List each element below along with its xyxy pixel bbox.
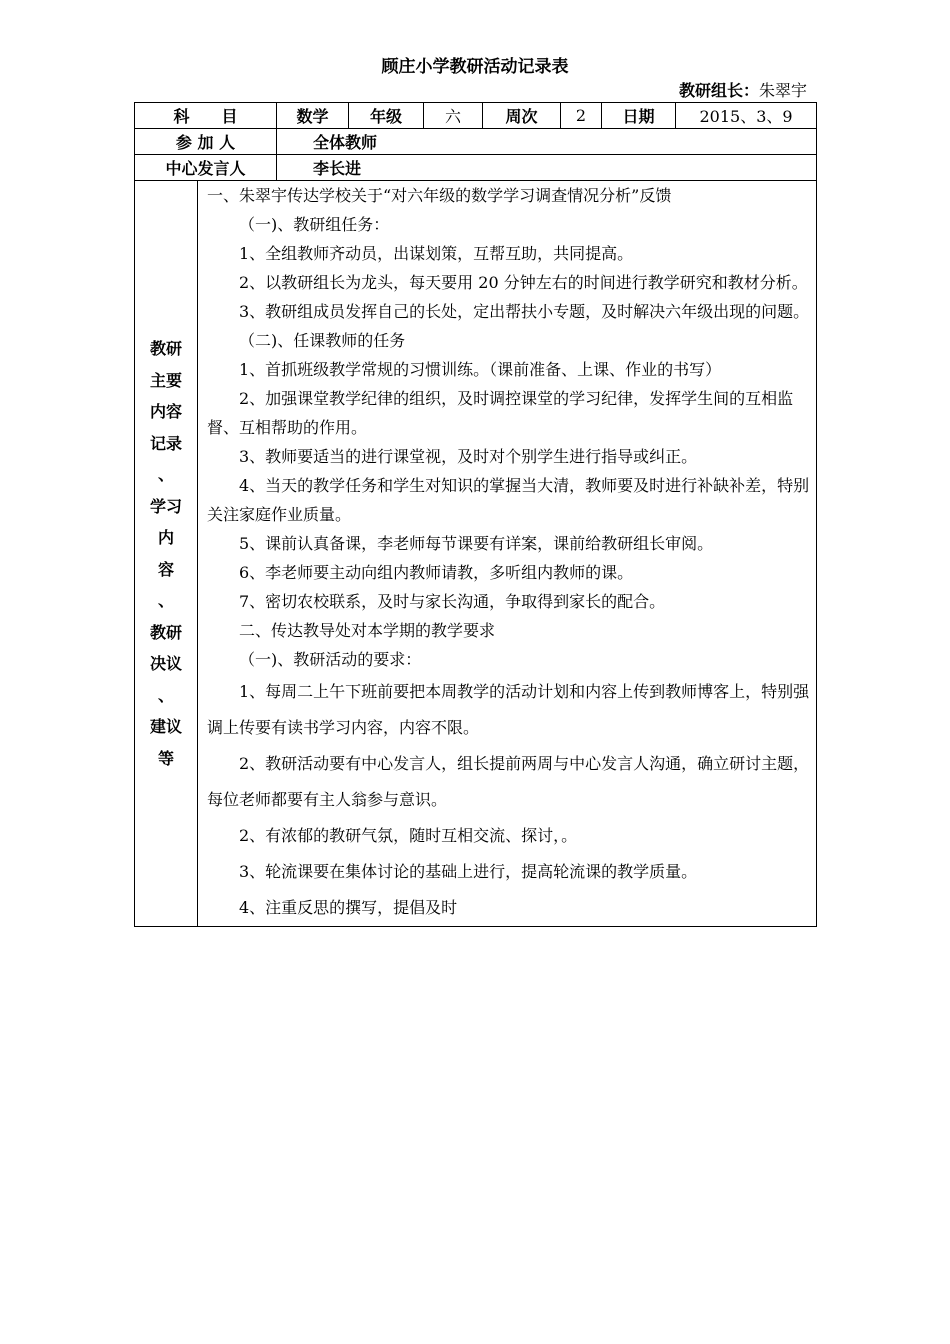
- content-paragraph: 4、当天的教学任务和学生对知识的掌握当大清，教师要及时进行补缺补差，特别关注家庭作业质量。: [207, 476, 810, 524]
- week-label: 周次: [483, 103, 561, 129]
- participants-row: [135, 129, 817, 155]
- side-label-line: 记录: [149, 433, 182, 453]
- date-value: 2015、3、9: [676, 103, 817, 129]
- content-paragraph: （二)、任课教师的任务: [239, 331, 406, 350]
- content-paragraph: 2、有浓郁的教研气氛，随时互相交流、探讨，。: [239, 826, 578, 845]
- grade-label: 年级: [349, 103, 424, 129]
- content-paragraph: （一)、教研组任务：: [239, 215, 390, 234]
- week-value: 2: [561, 103, 602, 129]
- group-leader: [679, 78, 807, 101]
- content-paragraph: 7、密切农校联系，及时与家长沟通，争取得到家长的配合。: [239, 592, 666, 611]
- content-side-label: [135, 181, 198, 927]
- participants-label: 参 加 人: [135, 129, 277, 155]
- side-label-line: 学习: [149, 496, 182, 516]
- group-leader-name: 朱翠宇: [758, 81, 807, 100]
- content-paragraph: 4、注重反思的撰写，提倡及时: [239, 898, 458, 917]
- side-label-line: 、: [157, 685, 174, 705]
- side-label-line: 内容: [149, 402, 182, 421]
- content-paragraph: 3、轮流课要在集体讨论的基础上进行，提高轮流课的教学质量。: [239, 862, 698, 881]
- content-paragraph: 2、加强课堂教学纪律的组织，及时调控课堂的学习纪律，发挥学生间的互相监督、互相帮助的作用。: [207, 389, 794, 437]
- side-label-line: 等: [157, 748, 174, 768]
- content-row: [135, 181, 817, 927]
- subject-value: 数学: [277, 103, 349, 129]
- side-label-line: 、: [157, 465, 174, 484]
- side-label-line: 内: [157, 528, 174, 547]
- speaker-label: 中心发言人: [135, 155, 277, 181]
- content-paragraph: 3、教研组成员发挥自己的长处，定出帮扶小专题，及时解决六年级出现的问题。: [239, 302, 810, 321]
- participants-value: 全体教师: [277, 129, 817, 155]
- content-paragraph: 1、全组教师齐动员，出谋划策，互帮互助，共同提高。: [239, 244, 634, 263]
- document-title: 顾庄小学教研活动记录表: [381, 57, 569, 77]
- content-body: [198, 181, 817, 927]
- side-label-line: 建议: [149, 717, 182, 736]
- content-paragraph: 一、朱翠宇传达学校关于“对六年级的数学学习调查情况分析”反馈: [207, 186, 672, 205]
- content-paragraph: （一)、教研活动的要求：: [239, 650, 422, 669]
- date-label: 日期: [602, 103, 676, 129]
- grade-value: 六: [424, 103, 483, 129]
- speaker-value: 李长进: [277, 155, 817, 181]
- content-paragraph: 2、以教研组长为龙头，每天要用 20 分钟左右的时间进行教学研究和教材分析。: [239, 273, 808, 292]
- content-paragraph: 1、首抓班级教学常规的习惯训练。（课前准备、上课、作业的书写）: [239, 360, 722, 379]
- content-paragraph: 6、李老师要主动向组内教师请教，多听组内教师的课。: [239, 563, 634, 582]
- side-label-line: 、: [157, 591, 174, 610]
- content-paragraph: 3、教师要适当的进行课堂视，及时对个别学生进行指导或纠正。: [239, 447, 698, 466]
- group-leader-label: 教研组长：: [678, 81, 759, 100]
- header-row: [135, 103, 817, 129]
- speaker-row: [135, 155, 817, 181]
- content-paragraph: 2、教研活动要有中心发言人，组长提前两周与中心发言人沟通，确立研讨主题，每位老师都要有主人翁参与意识。: [207, 754, 810, 809]
- content-paragraph: 1、每周二上午下班前要把本周教学的活动计划和内容上传到教师博客上，特别强调上传要有读书学习内容，内容不限。: [207, 682, 810, 737]
- side-label-line: 决议: [149, 654, 182, 673]
- content-paragraph: 5、课前认真备课，李老师每节课要有详案，课前给教研组长审阅。: [239, 534, 714, 553]
- subject-label: 科 目: [135, 103, 277, 129]
- side-label-line: 教研: [149, 339, 182, 358]
- side-label-line: 容: [157, 559, 174, 579]
- side-label-line: 主要: [149, 370, 182, 390]
- content-paragraph: 二、传达教导处对本学期的教学要求: [239, 621, 496, 640]
- side-label-line: 教研: [149, 622, 182, 642]
- record-table: [134, 102, 817, 927]
